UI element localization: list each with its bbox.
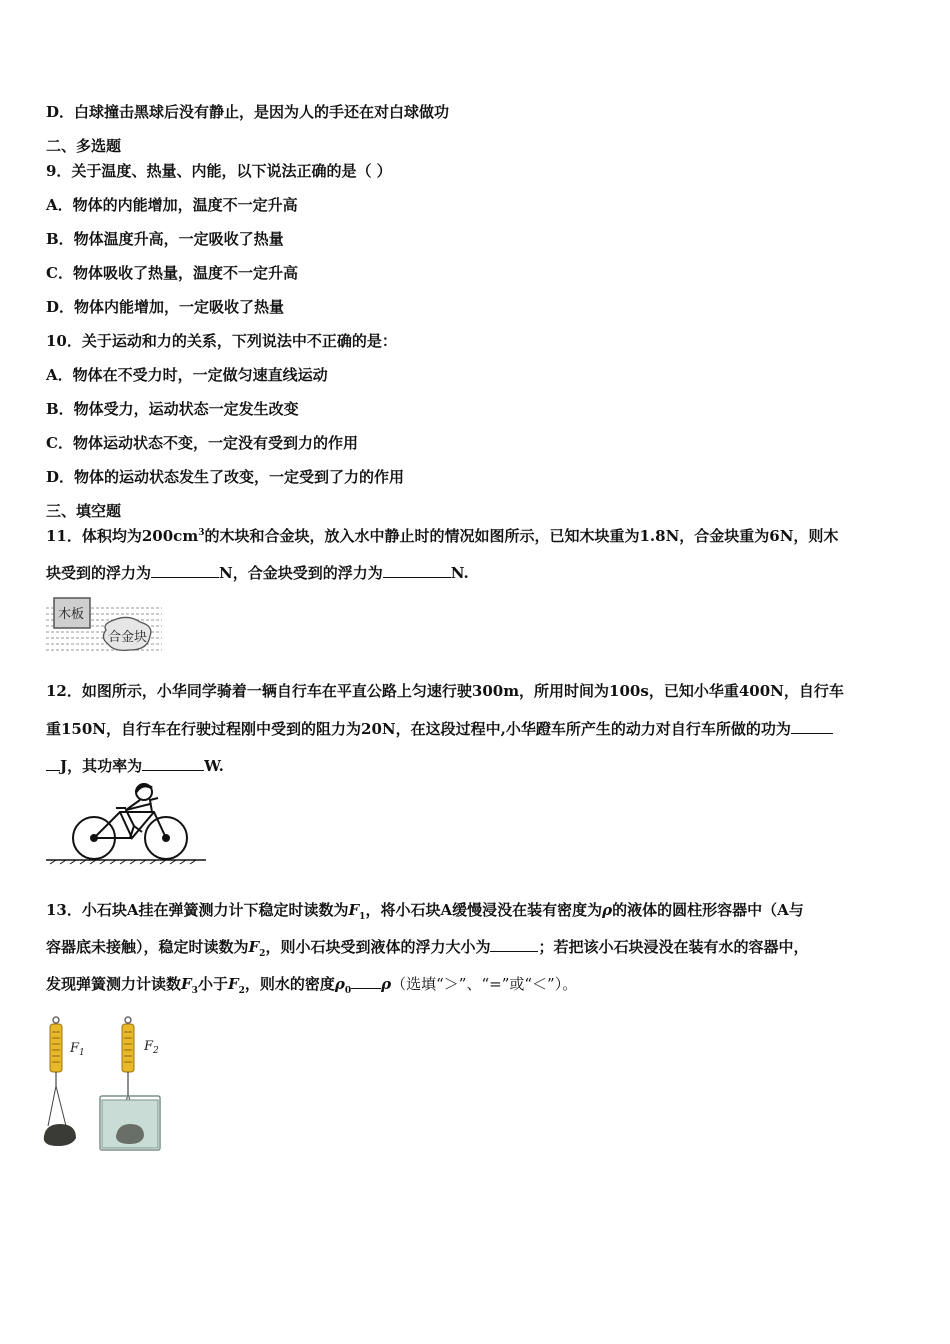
q13-line-3: [46, 974, 577, 994]
q12-bicycle-svg: [46, 782, 206, 866]
q13-text: ，将小石块A缓慢浸没在装有密度为: [365, 901, 603, 919]
spring-scale-2: [122, 1024, 134, 1072]
q13-symbol: F: [348, 901, 360, 919]
q12-text: 重150N，自行车在行驶过程刚中受到的阻力为20N，在这段过程中,小华蹬车所产生的动力对自行车所做的功为: [46, 720, 791, 738]
q8-option-d: D．白球撞击黑球后没有静止，是因为人的手还在对白球做功: [46, 103, 450, 121]
q13-symbol: ρ: [602, 901, 613, 919]
q12-blank-work-part1[interactable]: [791, 719, 833, 734]
q13-figure: [40, 1014, 180, 1154]
q13-text: ，则小石块受到液体的浮力大小为: [265, 938, 491, 956]
q13-text: 容器底未接触），稳定时读数为: [46, 938, 249, 956]
q10-option-a: A．物体在不受力时，一定做匀速直线运动: [46, 366, 328, 384]
q11-text: 11．体积均为200cm: [46, 527, 199, 545]
q10-option-c: C．物体运动状态不变，一定没有受到力的作用: [46, 434, 358, 452]
q13-blank-compare[interactable]: [351, 974, 381, 989]
q13-text: ，则水的密度: [244, 975, 335, 993]
q13-text: 发现弹簧测力计读数: [46, 975, 182, 993]
q11-text: N.: [450, 564, 469, 582]
q11-text: 块受到的浮力为: [46, 564, 152, 582]
section-heading-multi-choice: 二、多选题: [46, 137, 122, 155]
q12-line-1: 12．如图所示，小华同学骑着一辆自行车在平直公路上匀速行驶300m，所用时间为100s，已知小华重400N，自行车: [46, 682, 844, 700]
q11-unit-superscript: 3: [198, 528, 205, 538]
q13-subscript: 0: [344, 986, 352, 996]
stone-block: [44, 1124, 76, 1146]
q13-subscript: 2: [238, 986, 245, 996]
q11-blank-wood-buoyancy[interactable]: [151, 563, 219, 578]
wood-board-label: 木板: [58, 607, 85, 622]
q13-line-1: [46, 900, 804, 920]
q10-option-d: D．物体的运动状态发生了改变，一定受到了力的作用: [46, 468, 405, 486]
q12-text: W.: [204, 757, 224, 775]
q11-figure: [46, 596, 162, 654]
q13-text: 小于: [197, 975, 228, 993]
q13-symbol: F: [181, 975, 192, 993]
f1-label: $F_1$: [70, 1041, 85, 1058]
section-heading-fill-blank: 三、填空题: [46, 502, 122, 520]
q13-blank-buoyancy[interactable]: [490, 937, 538, 952]
q12-blank-power[interactable]: [142, 756, 204, 771]
q13-line-2: [46, 937, 808, 957]
q11-text: N，合金块受到的浮力为: [219, 564, 383, 582]
q13-subscript: 3: [191, 986, 198, 996]
q9-option-c: C．物体吸收了热量，温度不一定升高: [46, 264, 298, 282]
q13-text: 13．小石块A挂在弹簧测力计下稳定时读数为: [46, 901, 349, 919]
q11-blank-alloy-buoyancy[interactable]: [383, 563, 451, 578]
q9-option-d: D．物体内能增加，一定吸收了热量: [46, 298, 285, 316]
q11-figure-svg: [46, 596, 162, 654]
q13-subscript: 2: [259, 949, 266, 959]
q9-option-b: B．物体温度升高，一定吸收了热量: [46, 230, 284, 248]
q11-line-1: [46, 526, 838, 546]
q12-line-3: [46, 756, 224, 776]
spring-scale-1: [50, 1024, 62, 1072]
q9-stem: 9．关于温度、热量、内能，以下说法正确的是（ ）: [46, 162, 392, 180]
q10-stem: 10．关于运动和力的关系，下列说法中不正确的是：: [46, 332, 397, 350]
alloy-block-label: 合金块: [108, 630, 148, 645]
q13-symbol: F: [227, 975, 239, 993]
q12-line-2: [46, 719, 833, 739]
q11-line-2: [46, 563, 469, 583]
q9-option-a: A．物体的内能增加，温度不一定升高: [46, 196, 298, 214]
q11-text: 的木块和合金块，放入水中静止时的情况如图所示，已知木块重为1.8N，合金块重为6N，则木: [204, 527, 839, 545]
f2-label: $F_2$: [144, 1039, 159, 1056]
q13-symbol: ρ: [381, 975, 392, 993]
q13-text: （选填“＞”、“=”或“＜”）。: [391, 975, 578, 993]
q12-blank-work-part2[interactable]: [46, 756, 60, 771]
q12-bicycle-figure: [46, 782, 206, 866]
q13-text: ；若把该小石块浸没在装有水的容器中，: [538, 938, 809, 956]
q10-option-b: B．物体受力，运动状态一定发生改变: [46, 400, 299, 418]
q13-symbol: F: [248, 938, 260, 956]
q13-text: 的液体的圆柱形容器中（A与: [612, 901, 804, 919]
q13-subscript: 1: [359, 912, 366, 922]
q13-symbol: ρ: [334, 975, 345, 993]
q13-figure-svg: [40, 1014, 180, 1154]
q12-text: J，其功率为: [60, 757, 143, 775]
